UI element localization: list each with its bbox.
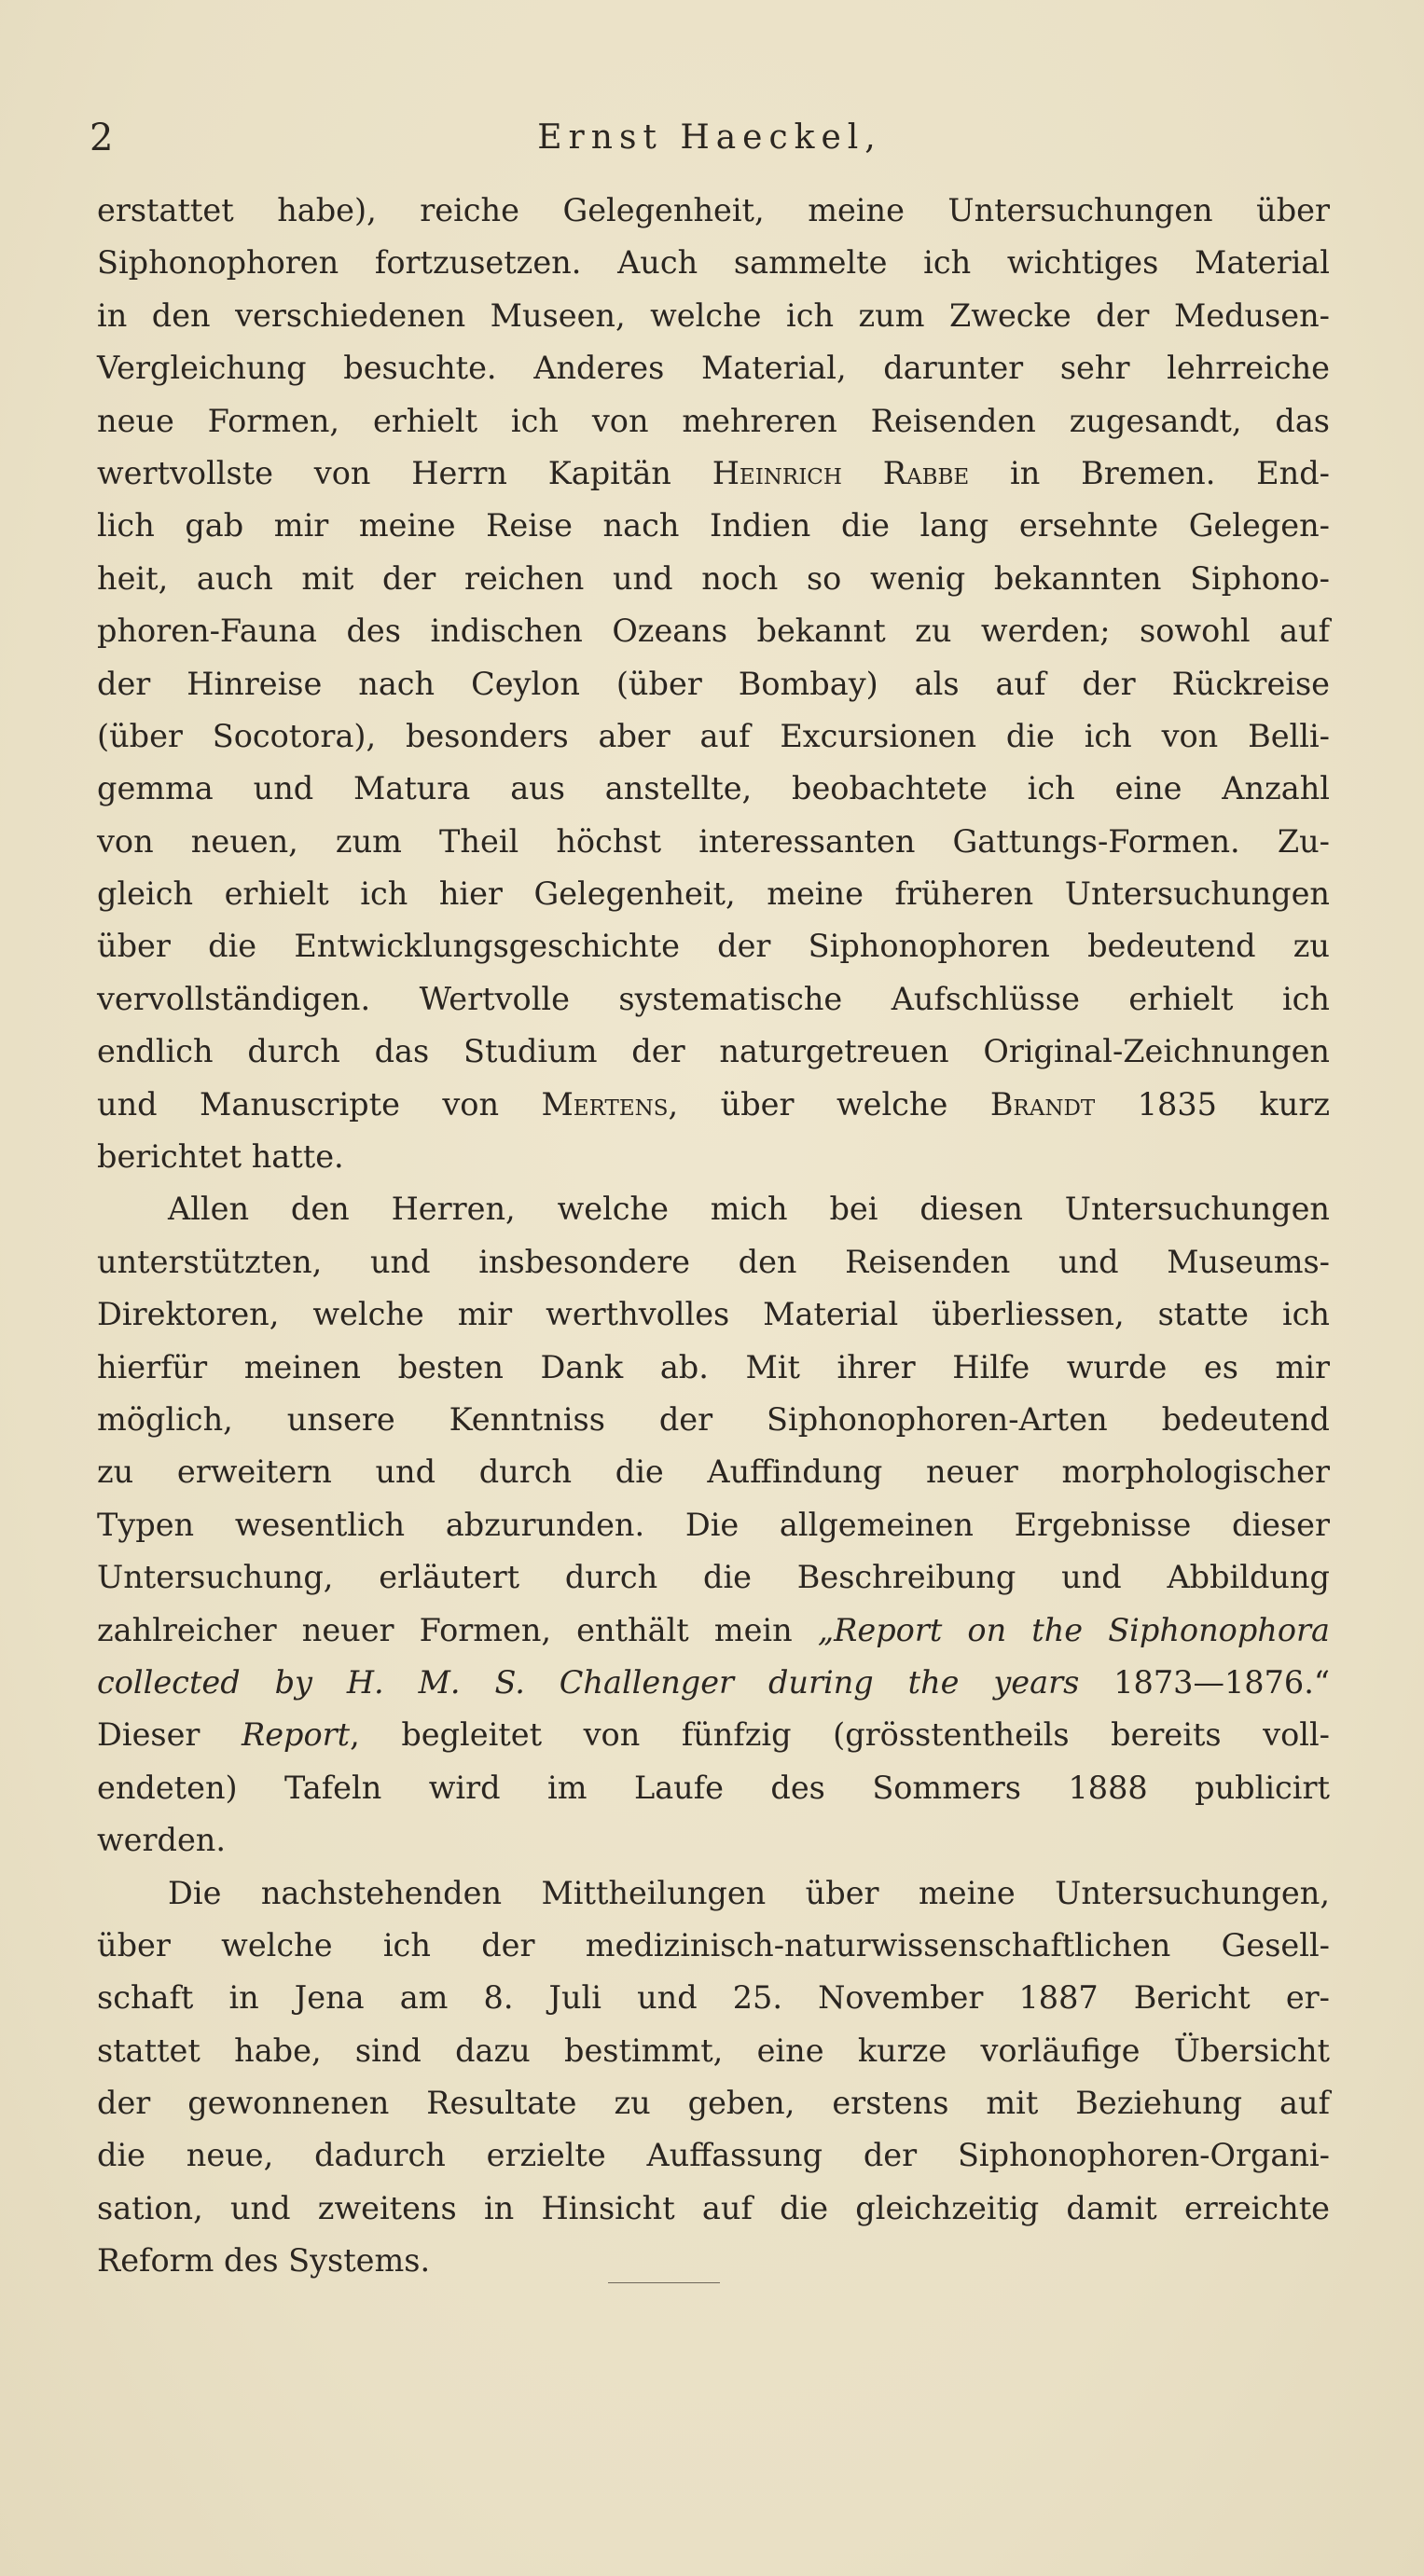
text-run: und Manuscripte von [97,1085,542,1123]
text-line: endeten) Tafeln wird im Laufe des Sommers 1888 publicirt [97,1769,1330,1806]
text-line: unterstützten, und insbesondere den Reisenden und Museums- [97,1243,1330,1280]
text-line: von neuen, zum Theil höchst interessanten Gattungs-Formen. Zu- [97,822,1330,860]
text-run: 1873—1876.“ [1079,1663,1330,1701]
text-line: Allen den Herren, welche mich bei diesen Untersuchungen [168,1191,1330,1228]
text-line: endlich durch das Studium der naturgetreuen Original-Zeichnungen [97,1033,1330,1070]
text-line: hierfür meinen besten Dank ab. Mit ihrer Hilfe wurde es mir [97,1348,1330,1385]
person-name: Heinrich Rabbe [712,454,970,491]
text-line: phoren-Fauna des indischen Ozeans bekannt zu werden; sowohl auf [97,613,1330,650]
text-line: die neue, dadurch erzielte Auffassung der Siphonophoren-Organi- [97,2137,1330,2174]
text-run: in Bremen. End- [969,454,1330,491]
paragraph-1 [97,185,1330,1183]
text-line: möglich, unsere Kenntniss der Siphonophoren-Arten bedeutend [97,1400,1330,1438]
text-line [97,1605,1330,1657]
text-run: 1835 kurz [1095,1085,1330,1123]
text-line: der Hinreise nach Ceylon (über Bombay) als auf der Rückreise [97,665,1330,702]
text-run: , über welche [668,1085,990,1123]
text-line [97,448,1330,500]
text-line: über die Entwicklungsgeschichte der Siphonophoren bedeutend zu [97,928,1330,965]
text-line [97,1657,1330,1709]
text-line: gemma und Matura aus anstellte, beobachtete ich eine Anzahl [97,770,1330,807]
page-number: 2 [90,117,114,159]
body-text [97,185,1330,2288]
running-head: Ernst Haeckel, [537,118,882,157]
text-line: erstattet habe), reiche Gelegenheit, meine Untersuchungen über [97,192,1330,228]
text-line: Reform des Systems. [97,2242,431,2280]
text-run: wertvollste von Herrn Kapitän [97,454,712,491]
text-line: vervollständigen. Wertvolle systematische Aufschlüsse erhielt ich [97,980,1330,1017]
text-run: , begleitet von fünfzig (grösstentheils bereits voll- [350,1716,1330,1754]
paragraph-3 [97,1867,1330,2288]
text-line: Siphonophoren fortzusetzen. Auch sammelte ich wichtiges Material [97,244,1330,282]
book-title: collected by H. M. S. Challenger during the years [97,1663,1080,1701]
person-name: Brandt [989,1085,1096,1123]
text-line: Untersuchung, erläutert durch die Beschreibung und Abbildung [97,1559,1330,1596]
text-line: Vergleichung besuchte. Anderes Material, darunter sehr lehrreiche [97,350,1330,387]
book-title: „Report on the Siphonophora [817,1611,1330,1648]
text-line: der gewonnenen Resultate zu geben, erstens mit Beziehung auf [97,2085,1330,2122]
text-line: zu erweitern und durch die Auffindung neuer morphologischer [97,1453,1330,1491]
text-line: lich gab mir meine Reise nach Indien die lang ersehnte Gelegen- [97,507,1330,544]
page-header [90,110,1330,166]
text-run: Dieser [97,1716,242,1754]
text-line: berichtet hatte. [97,1138,344,1176]
text-line: neue Formen, erhielt ich von mehreren Reisenden zugesandt, das [97,402,1330,439]
section-divider [608,2282,720,2283]
text-line: gleich erhielt ich hier Gelegenheit, meine früheren Untersuchungen [97,875,1330,913]
text-line: in den verschiedenen Museen, welche ich zum Zwecke der Medusen- [97,296,1330,334]
text-line: Typen wesentlich abzurunden. Die allgemeinen Ergebnisse dieser [97,1506,1330,1543]
text-line: werden. [97,1822,227,1859]
text-run: zahlreicher neuer Formen, enthält mein [97,1611,818,1648]
text-line: schaft in Jena am 8. Juli und 25. November 1887 Bericht er- [97,1979,1330,2017]
text-line [97,1709,1330,1761]
text-line: heit, auch mit der reichen und noch so wenig bekannten Siphono- [97,559,1330,597]
text-line: (über Socotora), besonders aber auf Excursionen die ich von Belli- [97,717,1330,754]
paragraph-2 [97,1183,1330,1867]
text-line: stattet habe, sind dazu bestimmt, eine kurze vorläufige Übersicht [97,2032,1330,2069]
text-line: Die nachstehenden Mittheilungen über meine Untersuchungen, [168,1874,1330,1911]
text-line [97,1079,1330,1131]
text-line: sation, und zweitens in Hinsicht auf die gleichzeitig damit erreichte [97,2189,1330,2226]
text-line: Direktoren, welche mir werthvolles Material überliessen, statte ich [97,1296,1330,1333]
text-line: über welche ich der medizinisch-naturwissenschaftlichen Gesell- [97,1926,1330,1963]
book-title: Report [241,1716,351,1754]
person-name: Mertens [541,1085,669,1123]
